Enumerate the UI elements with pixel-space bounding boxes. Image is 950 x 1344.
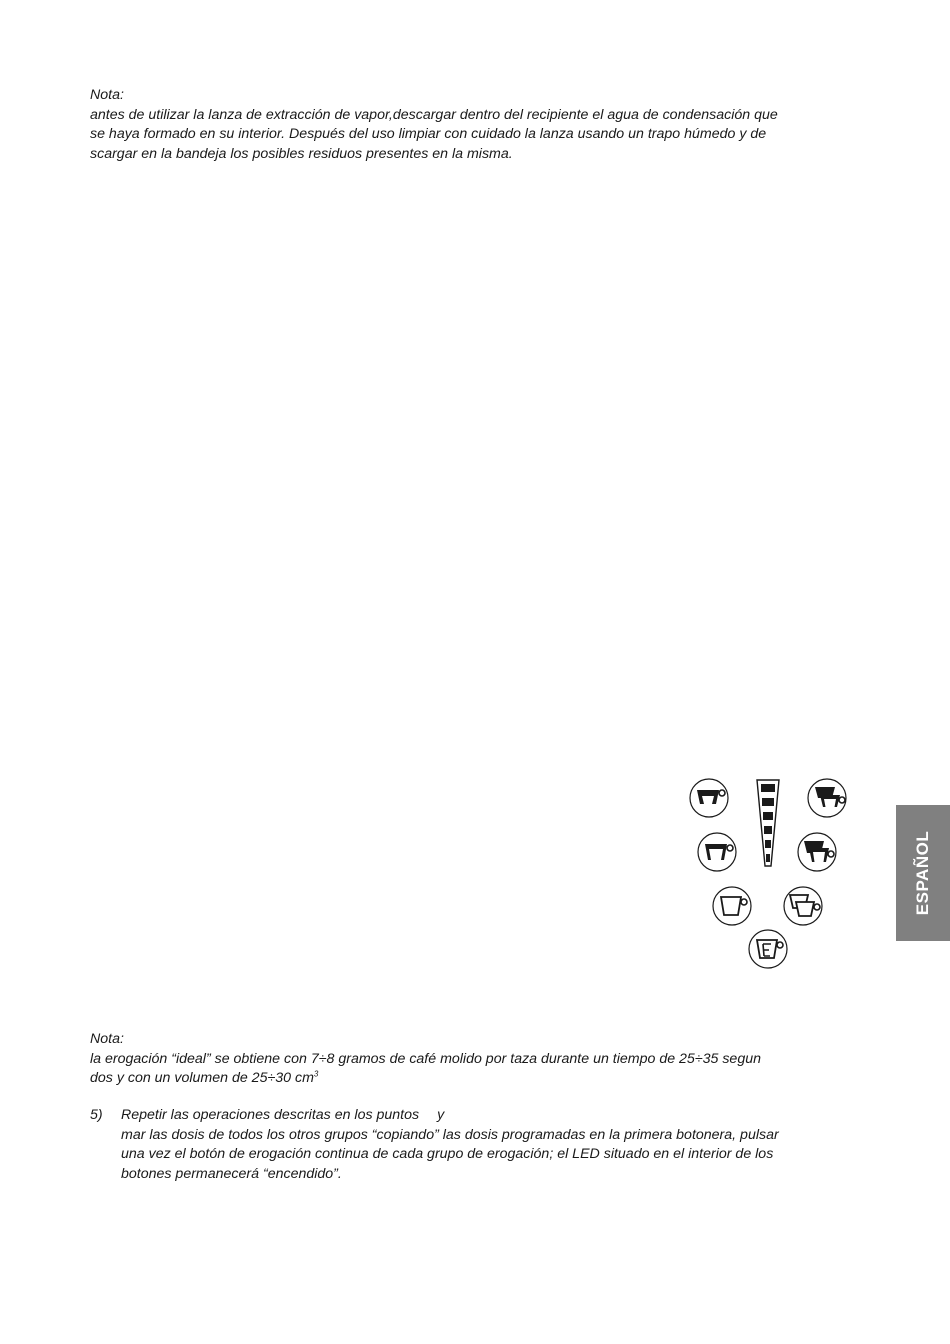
language-tab (896, 805, 950, 941)
note-line (90, 1069, 865, 1089)
note-line: la erogación “ideal” se obtiene con 7÷8 gramos de café molido por taza durante un tiempo de 25÷35 segun (90, 1050, 761, 1067)
step-5 (90, 1106, 865, 1184)
step-body (121, 1106, 865, 1184)
double-espresso-cup-icon (808, 779, 846, 817)
keypad-svg (680, 770, 860, 975)
single-espresso-cup-icon (690, 779, 728, 817)
step-number: 5) (90, 1107, 103, 1123)
note-heading: Nota: (90, 87, 124, 103)
continuous-dispensing-cup-icon (749, 930, 787, 968)
double-large-cup-icon (784, 887, 822, 925)
note-condensation (90, 86, 865, 164)
step-line: mar las dosis de todos los otros grupos “copiando” las dosis programadas en la primera botonera, pulsar (121, 1126, 779, 1143)
step-line-a: Repetir las operaciones descritas en los puntos (121, 1107, 420, 1123)
dose-keypad-diagram (680, 770, 860, 975)
note-line: scargar en la bandeja los posibles residuos presentes en la misma. (90, 145, 513, 162)
note-line: antes de utilizar la lanza de extracción de vapor,descargar dentro del recipiente el agua de condensación que (90, 106, 778, 123)
language-tab-label: ESPAÑOL (913, 830, 933, 916)
double-coffee-cup-icon (798, 833, 836, 871)
note-heading: Nota: (90, 1031, 124, 1047)
note-line-text: dos y con un volumen de 25÷30 cm (90, 1070, 314, 1086)
superscript-unit: 3 (313, 1069, 319, 1079)
single-coffee-cup-icon (698, 833, 736, 871)
step-line (121, 1106, 865, 1126)
note-ideal-dispensing (90, 1030, 865, 1089)
step-line-b: y (437, 1107, 445, 1123)
step-line: una vez el botón de erogación continua de cada grupo de erogación; el LED situado en el interior de los (121, 1146, 774, 1162)
single-large-cup-icon (713, 887, 751, 925)
step-line: botones permanecerá “encendido”. (121, 1165, 342, 1182)
note-line: se haya formado en su interior. Después del uso limpiar con cuidado la lanza usando un trapo húmedo y de (90, 126, 767, 142)
dose-level-bar-icon (757, 780, 779, 866)
